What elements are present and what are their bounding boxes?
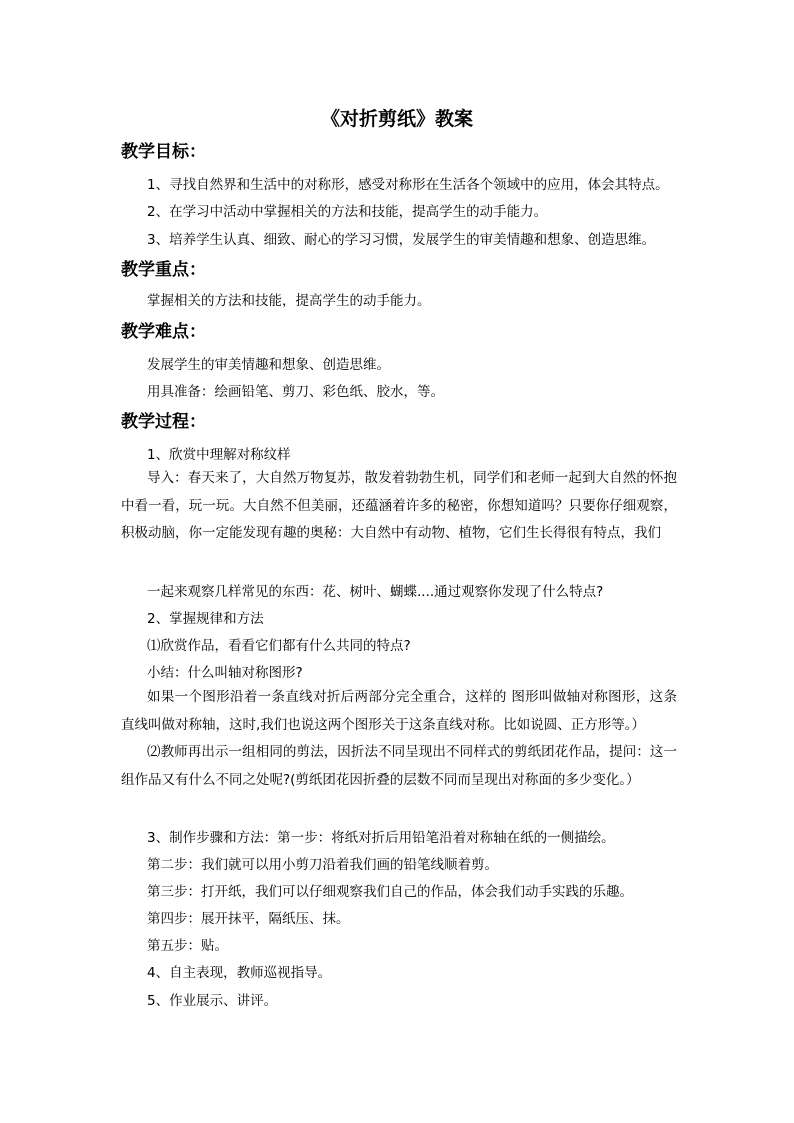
- difficulty-item-1: 发展学生的审美情趣和想象、创造思维。: [147, 357, 390, 373]
- process-step4: 4、自主表现，教师巡视指导。: [147, 965, 332, 981]
- process-step3-line: 3、制作步骤和方法：第一步：将纸对折后用铅笔沿着对称轴在纸的一侧描绘。: [147, 830, 615, 846]
- definition-paragraph: 如果一个图形沿着一条直线对折后两部分完全重合，这样的 图形叫做轴对称图形，这条直线叫做对称轴，这时,我们也说这两个图形关于这条直线对称。比如说圆、正方形等。）: [121, 689, 677, 733]
- heading-teaching-goals: 教学目标：: [121, 142, 206, 162]
- step3-substep-4: 第四步：展开抹平，隔纸压、抹。: [147, 911, 350, 927]
- observe-line: 一起来观察几样常见的东西：花、树叶、蝴蝶....通过观察你发现了什么特点?: [147, 584, 604, 600]
- goal-item-1: 1、寻找自然界和生活中的对称形，感受对称形在生活各个领域中的应用，体会其特点。: [147, 177, 669, 193]
- step3-substep-2: 第二步：我们就可以用小剪刀沿着我们画的铅笔线顺着剪。: [147, 857, 498, 873]
- process-step1-title: 1、欣赏中理解对称纹样: [147, 447, 291, 463]
- heading-key-points: 教学重点：: [121, 260, 206, 280]
- intro-paragraph: 导入：春天来了，大自然万物复苏，散发着勃勃生机，同学们和老师一起到大自然的怀抱中看一看，玩一玩。大自然不但美丽，还蕴涵着许多的秘密，你想知道吗？只要你仔细观察，积极动脑，你一定能发现有趣的奥秘：大自然中有动物、植物，它们生长得很有特点，我们: [121, 470, 677, 541]
- key-point-item-1: 掌握相关的方法和技能，提高学生的动手能力。: [147, 293, 431, 309]
- step2-summary: 小结：什么叫轴对称图形?: [147, 665, 303, 681]
- step2-question-1: ⑴欣赏作品，看看它们都有什么共同的特点?: [147, 638, 411, 654]
- heading-process: 教学过程：: [121, 412, 206, 432]
- step3-substep-3: 第三步：打开纸，我们可以仔细观察我们自己的作品，体会我们动手实践的乐趣。: [147, 884, 633, 900]
- materials-line: 用具准备：绘画铅笔、剪刀、彩色纸、胶水，等。: [147, 384, 444, 400]
- process-step2-title: 2、掌握规律和方法: [147, 611, 264, 627]
- process-step5: 5、作业展示、讲评。: [147, 993, 278, 1009]
- goal-item-3: 3、培养学生认真、细致、耐心的学习习惯，发展学生的审美情趣和想象、创造思维。: [147, 232, 656, 248]
- step2-question-2-paragraph: ⑵教师再出示一组相同的剪法，因折法不同呈现出不同样式的剪纸团花作品，提问：这一组作品又有什么不同之处呢?(剪纸团花因折叠的层数不同而呈现出对称面的多少变化。）: [121, 744, 677, 788]
- goal-item-2: 2、在学习中活动中掌握相关的方法和技能，提高学生的动手能力。: [147, 204, 548, 220]
- document-title: 《对折剪纸》教案: [320, 108, 473, 130]
- step3-substep-5: 第五步：贴。: [147, 938, 228, 954]
- heading-difficulties: 教学难点：: [121, 322, 206, 342]
